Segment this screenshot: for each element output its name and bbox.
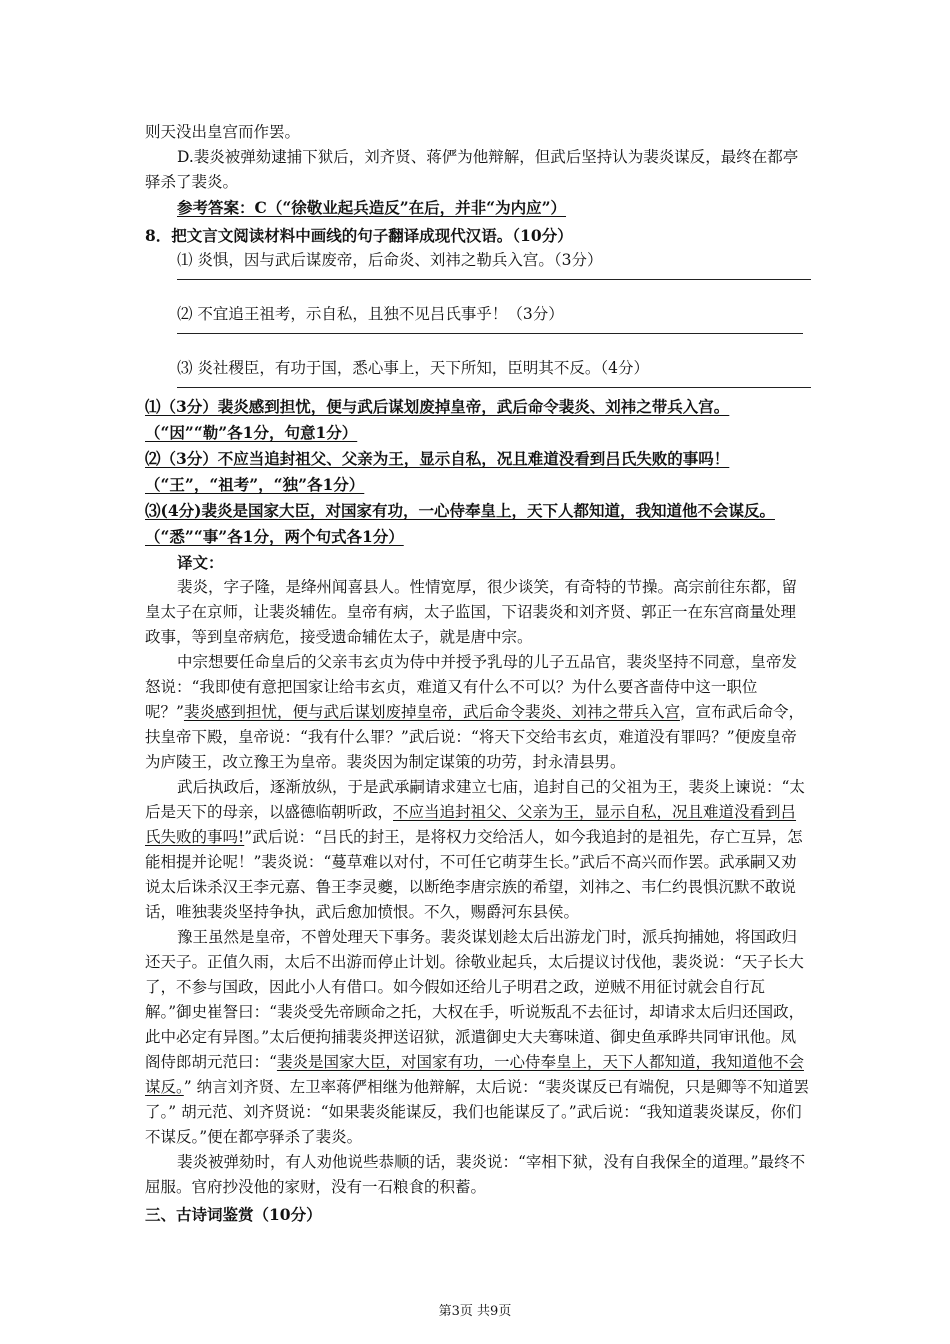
answer-blank-2[interactable] — [177, 333, 803, 334]
question-8-stem: 8．把文言文阅读材料中画线的句子翻译成现代汉语。（10分） — [145, 226, 573, 245]
p3-text-a: 武后执政后，逐渐放纵，于是武承嗣请求建立七庙，追封自己的父祖为王，裴炎上谏说：“太后是天下的母亲，以盛德临朝听政， — [145, 778, 805, 821]
translation-paragraph-1: 裴炎，字子隆，是绛州闻喜县人。性情宽厚，很少谈笑，有奇特的节操。高宗前往东都，留皇太子在京师，让裴炎辅佐。皇帝有病，太子监国，下诏裴炎和刘齐贤、郭正一在东宫商量处理政事，等到皇帝病危，接受遗命辅佐太子，就是唐中宗。 — [145, 578, 798, 646]
p2-text-b: ，宣布武后命令，扶皇帝下殿，皇帝说：“我有什么罪？”武后说：“将天下交给韦玄贞，难道没有罪吗？”便废皇帝为庐陵王，改立豫王为皇帝。裴炎因为制定谋策的功劳，封永清县男。 — [145, 703, 804, 771]
q8-answer-2 — [145, 446, 811, 498]
q8-item-3: ⑶ 炎社稷臣，有功于国，悉心事上，天下所知，臣明其不反。（4分） — [177, 359, 650, 377]
option-d: D.裴炎被弹劾逮捕下狱后，刘齐贤、蒋俨为他辩解，但武后坚持认为裴炎谋反，最终在都亭驿杀了裴炎。 — [145, 148, 799, 191]
reference-answer-text: 参考答案：C（“徐敬业起兵造反”在后，并非“为内应”） — [177, 198, 567, 217]
p3-underlined: 不应当追封祖父、父亲为王，显示自私，况且难道没看到吕氏失败的事吗! — [145, 803, 797, 846]
page-footer: 第3页 共9页 — [438, 1304, 512, 1319]
translation-paragraph-4 — [145, 925, 811, 1150]
translation-heading: 译文： — [177, 553, 224, 572]
p2-text-a: 中宗想要任命皇后的父亲韦玄贞为侍中并授予乳母的儿子五品官，裴炎坚持不同意，皇帝发怒说：“我即使有意把国家让给韦玄贞，难道又有什么不可以？为什么要吝啬侍中这一职位呢？” — [145, 653, 798, 721]
section-3-heading: 三、古诗词鉴赏（10分） — [145, 1205, 322, 1224]
q8-answer-3-text: ⑶(4分)裴炎是国家大臣，对国家有功，一心侍奉皇上，天下人都知道，我知道他不会谋反。（“悉”“事”各1分，两个句式各1分） — [145, 501, 775, 546]
q8-answer-2-text: ⑵（3分）不应当追封祖父、父亲为王，显示自私，况且难道没看到吕氏失败的事吗！（“王”，“祖考”，“独”各1分） — [145, 449, 730, 494]
p3-text-b: ”武后说：“吕氏的封王，是将权力交给活人，如今我追封的是祖先，存亡互异，怎能相提并论呢！”裴炎说：“蔓草难以对付，不可任它萌芽生长。”武后不高兴而作罢。武承嗣又劝说太后诛杀汉王李元嘉、鲁王李灵夔，以断绝李唐宗族的希望，刘祎之、韦仁约畏惧沉默不敢说话，唯独裴炎坚持争执，武后愈加愤恨。不久，赐爵河东县侯。 — [145, 828, 803, 921]
answer-blank-1[interactable] — [177, 279, 811, 280]
reference-answer — [145, 195, 811, 221]
p2-underlined: 裴炎感到担忧，便与武后谋划废掉皇帝，武后命令裴炎、刘祎之带兵入宫 — [183, 703, 680, 721]
q8-item-1: ⑴ 炎惧，因与武后谋废帝，后命炎、刘祎之勒兵入宫。（3分） — [177, 251, 603, 269]
q8-answer-1-text: ⑴（3分）裴炎感到担忧，便与武后谋划废掉皇帝，武后命令裴炎、刘祎之带兵入宫。（“因”“勒”各1分，句意1分） — [145, 397, 730, 442]
page-content — [145, 120, 811, 1227]
q8-answer-1 — [145, 394, 811, 446]
translation-paragraph-3 — [145, 775, 811, 925]
answer-blank-3[interactable] — [177, 387, 811, 388]
translation-paragraph-5: 裴炎被弹劾时，有人劝他说些恭顺的话，裴炎说：“宰相下狱，没有自我保全的道理。”最终不屈服。官府抄没他的家财，没有一石粮食的积蓄。 — [145, 1153, 806, 1196]
p4-text-b: ” 纳言刘齐贤、左卫率蒋俨相继为他辩解，太后说：“裴炎谋反已有端倪，只是卿等不知道罢了。” 胡元范、刘齐贤说：“如果裴炎能谋反，我们也能谋反了。”武后说：“我知道裴炎谋反，你们不谋反。”便在都亭驿杀了裴炎。 — [145, 1078, 810, 1146]
q8-item-2: ⑵ 不宜追王祖考，示自私，且独不见吕氏事乎！（3分） — [177, 305, 564, 323]
q8-answer-3 — [145, 498, 811, 550]
translation-paragraph-2 — [145, 650, 811, 775]
option-c-tail: 则天没出皇宫而作罢。 — [145, 123, 301, 141]
p4-underlined: 裴炎是国家大臣，对国家有功，一心侍奉皇上，天下人都知道，我知道他不会谋反。 — [145, 1053, 804, 1096]
p4-text-a: 豫王虽然是皇帝，不曾处理天下事务。裴炎谋划趁太后出游龙门时，派兵拘捕她，将国政归还天子。正值久雨，太后不出游而停止计划。徐敬业起兵，太后提议讨伐他，裴炎说：“天子长大了，不参与国政，因此小人有借口。如今假如还给儿子明君之政，逆贼不用征讨就会自行瓦解。”御史崔詧曰：“裴炎受先帝顾命之托，大权在手，听说叛乱不去征讨，却请求太后归还国政，此中必定有异图。”太后便拘捕裴炎押送诏狱，派遣御史大夫骞味道、御史鱼承晔共同审讯他。凤阁侍郎胡元范曰：“ — [145, 928, 805, 1071]
